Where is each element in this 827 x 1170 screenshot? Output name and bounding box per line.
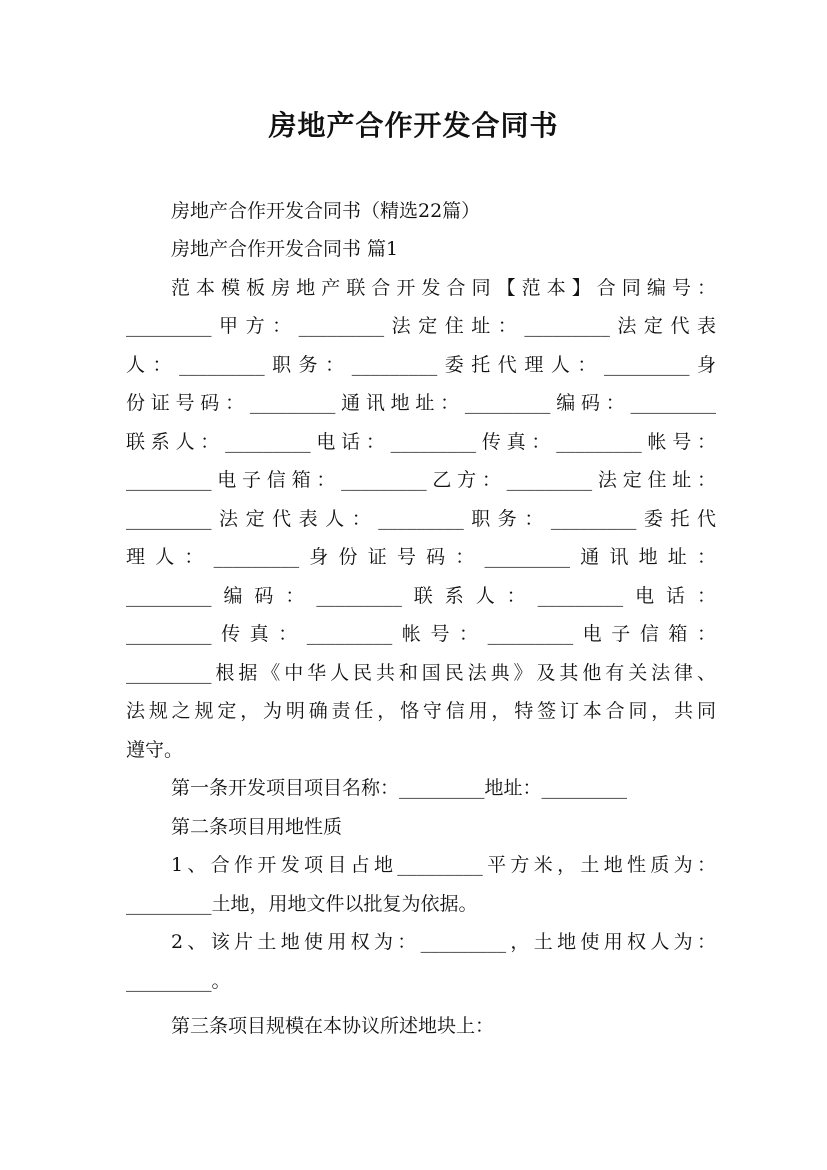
paragraph-line: _________电子信箱：_________乙方：_________法定住址： — [126, 469, 716, 491]
paragraph-line: 人：_________职务：_________委托代理人：_________身 — [126, 354, 716, 376]
paragraph-line: 理人：_________身份证号码：_________通讯地址： — [126, 546, 716, 568]
article-2-heading: 第二条项目用地性质 — [171, 816, 343, 838]
paragraph-line: 份证号码：_________通讯地址：_________编码：_________ — [126, 392, 716, 414]
document-title: 房地产合作开发合同书 — [268, 109, 559, 142]
subtitle-line: 房地产合作开发合同书（精选22篇） — [171, 200, 481, 222]
paragraph-line: _________传真：_________帐号：_________电子信箱： — [126, 623, 716, 645]
section-heading: 房地产合作开发合同书 篇1 — [171, 238, 399, 260]
clause-2-line: _________。 — [126, 970, 231, 992]
clause-1-line: 1、合作开发项目占地_________平方米，土地性质为： — [171, 854, 716, 876]
paragraph-line: 联系人：_________电话：_________传真：_________帐号： — [126, 431, 716, 453]
article-1-line: 第一条开发项目项目名称：_________地址：_________ — [171, 777, 628, 799]
paragraph-line: _________根据《中华人民共和国民法典》及其他有关法律、 — [126, 662, 716, 684]
paragraph-line: 法规之规定，为明确责任，恪守信用，特签订本合同，共同 — [126, 700, 716, 722]
article-3-line: 第三条项目规模在本协议所述地块上： — [171, 1015, 495, 1037]
paragraph-line: 范本模板房地产联合开发合同【范本】合同编号： — [171, 277, 716, 299]
clause-2-line: 2、该片土地使用权为：_________，土地使用权人为： — [171, 931, 716, 953]
paragraph-line: 遵守。 — [126, 739, 184, 761]
paragraph-line: _________法定代表人：_________职务：_________委托代 — [126, 508, 716, 530]
paragraph-line: _________编码：_________联系人：_________电话： — [126, 585, 716, 607]
clause-1-line: _________土地，用地文件以批复为依据。 — [126, 893, 478, 915]
paragraph-line: _________甲方：_________法定住址：_________法定代表 — [126, 315, 716, 337]
